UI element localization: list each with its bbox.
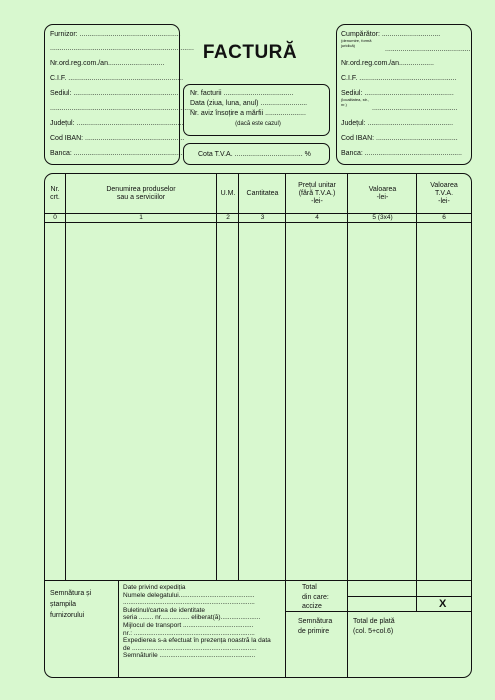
- numbers-divider: [45, 222, 471, 223]
- buyer-address-extra-field[interactable]: ............................................: [372, 105, 458, 112]
- col-number-4: 4: [315, 214, 319, 221]
- x-mark: X: [439, 598, 447, 610]
- buyer-address-note: (localitatea, str., nr.): [341, 97, 370, 107]
- col-header-pret: Prețul unitar (fără T.V.A.) -lei-: [298, 182, 336, 205]
- id-card-field[interactable]: seria ........ nr................ eliberat(ă)......................: [123, 614, 261, 622]
- footer-line-signature: [118, 580, 119, 677]
- supplier-address-field[interactable]: Sediul: .......................................................: [50, 90, 181, 97]
- supplier-county-field[interactable]: Județul: .......................................................: [50, 120, 184, 127]
- footer-subtotal-divider: [348, 596, 471, 597]
- invoice-date-field[interactable]: Data (ziua, luna, anul) ........................: [190, 100, 308, 107]
- col-header-nr: Nr. crt.: [50, 186, 60, 201]
- expedition-block: [123, 584, 283, 660]
- footer-line-receipt: [347, 611, 348, 677]
- page-title: FACTURĂ: [202, 42, 298, 63]
- buyer-iban-field[interactable]: Cod IBAN: ..........................................: [341, 135, 458, 142]
- supplier-cif-field[interactable]: C.I.F. ...........................................................: [50, 75, 184, 82]
- col-line-5: [347, 174, 348, 580]
- col-header-valoare: Valoarea -lei-: [368, 186, 397, 201]
- col-header-cantitate: Cantitatea: [246, 190, 279, 197]
- invoice-number-field[interactable]: Nr. facturii ....................................: [190, 90, 294, 97]
- buyer-address-field[interactable]: Sediul: ..............................................: [341, 90, 454, 97]
- col-header-um: U.M.: [220, 190, 236, 197]
- supplier-name-extra-field[interactable]: ..........................................................................: [50, 45, 194, 52]
- delegate-name-field[interactable]: Numele delegatului..........................................: [123, 591, 255, 599]
- buyer-county-field[interactable]: Județul: ............................................: [341, 120, 454, 127]
- col-number-5: 5 (3x4): [372, 214, 393, 221]
- supplier-address-extra-field[interactable]: ..........................................................................: [50, 105, 194, 112]
- footer-divider: [45, 580, 471, 581]
- buyer-bank-field[interactable]: Banca: ..................................................: [341, 150, 462, 157]
- id-card-label: Buletinul/cartea de identitate: [123, 606, 206, 614]
- expedition-presence-label: Expedierea s-a efectuat în prezența noastră la data: [123, 637, 271, 645]
- invoice-aviz-field[interactable]: Nr. aviz însoțire a mărfii .....................: [190, 110, 306, 117]
- buyer-name-field[interactable]: Cumpărător: ..............................: [341, 31, 441, 38]
- transport-field[interactable]: Mijlocul de transport .......................................: [123, 621, 254, 629]
- signatures-field[interactable]: Semnăturile .....................................................: [123, 652, 256, 660]
- supplier-name-field[interactable]: Furnizor: ....................................................: [50, 31, 181, 38]
- buyer-cif-field[interactable]: C.I.F. ..................................................: [341, 75, 457, 82]
- col-line-4: [285, 174, 286, 580]
- col-line-6: [416, 174, 417, 580]
- col-number-6: 6: [442, 214, 446, 221]
- buyer-name-note: (denumire, formă juridică): [341, 38, 372, 48]
- col-number-2: 2: [226, 214, 230, 221]
- vat-rate-field[interactable]: Cota T.V.A. ................................... %: [198, 151, 311, 158]
- col-number-1: 1: [139, 214, 143, 221]
- buyer-name-extra-field[interactable]: ............................................: [385, 46, 471, 53]
- supplier-bank-field[interactable]: Banca: .........................................................: [50, 150, 185, 157]
- total-label: Total din care: accize: [302, 584, 329, 610]
- buyer-reg-field[interactable]: Nr.ord.reg.com./an..................: [341, 60, 434, 67]
- total-payment-label: Total de plată (col. 5+col.6): [353, 618, 395, 635]
- col-line-2: [216, 174, 217, 580]
- col-number-0: 0: [53, 214, 57, 221]
- supplier-signature-label: Semnătura și ștampila furnizorului: [50, 590, 92, 619]
- expedition-title: Date privind expediția: [123, 584, 186, 591]
- col-header-denumire: Denumirea produselor sau a serviciilor: [106, 186, 176, 201]
- supplier-iban-field[interactable]: Cod IBAN: ...................................................: [50, 135, 185, 142]
- col-number-3: 3: [260, 214, 265, 221]
- supplier-reg-field[interactable]: Nr.ord.reg.com./an.............................: [50, 60, 165, 67]
- delegate-name-extra-field[interactable]: .........................................................................: [123, 599, 255, 607]
- footer-line-expedition: [285, 580, 286, 677]
- col-line-1: [65, 174, 66, 580]
- expedition-date-field[interactable]: de .....................................................................: [123, 644, 257, 652]
- invoice-aviz-note: (dacă este cazul): [235, 121, 281, 127]
- transport-number-field[interactable]: nr.: ...................................................................: [123, 629, 255, 637]
- col-line-3: [238, 174, 239, 580]
- receipt-signature-label: Semnătura de primire: [298, 618, 333, 635]
- col-header-tva: Valoarea T.V.A. -lei-: [430, 182, 458, 205]
